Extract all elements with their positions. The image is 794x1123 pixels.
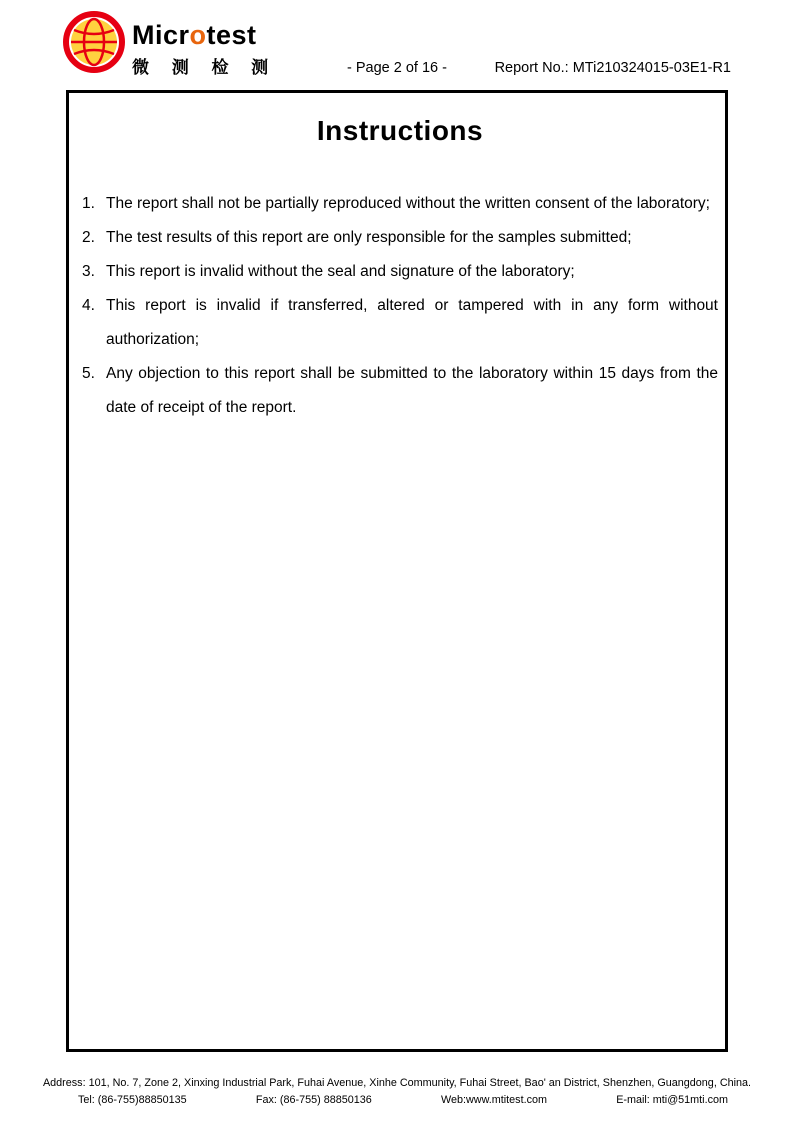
instruction-item-1 (82, 187, 718, 221)
item-text: The test results of this report are only responsible for the samples submitted; (106, 229, 632, 246)
item-text: Any objection to this report shall be submitted to the laboratory within 15 days from the date of receipt of the report. (106, 365, 718, 416)
instruction-item-5 (82, 357, 718, 425)
report-number: Report No.: MTi210324015-03E1-R1 (494, 60, 731, 76)
footer-contacts (0, 1092, 794, 1109)
brand-name-chinese: 微 测 检 测 (132, 58, 278, 77)
footer-address: Address: 101, No. 7, Zone 2, Xinxing Industrial Park, Fuhai Avenue, Xinhe Community, Fuhai Street, Bao' an District, Shenzhen, Guangdong, China. (42, 1077, 752, 1089)
item-number: 2. (82, 229, 95, 246)
brand-prefix: Micr (132, 20, 190, 50)
page-indicator: - Page 2 of 16 - (347, 60, 447, 76)
brand-o-accent: o (189, 20, 207, 50)
item-number: 4. (82, 297, 95, 314)
footer-fax: Fax: (86-755) 88850136 (255, 1094, 372, 1106)
instruction-list (82, 187, 718, 425)
page-footer (0, 1075, 794, 1109)
footer-tel: Tel: (86-755)88850135 (78, 1094, 187, 1106)
brand-suffix: test (206, 20, 257, 50)
instruction-item-4 (82, 289, 718, 357)
footer-email: E-mail: mti@51mti.com (616, 1094, 728, 1106)
item-text: This report is invalid if transferred, altered or tampered with in any form without authorization; (106, 297, 718, 348)
item-text: The report shall not be partially reproduced without the written consent of the laboratory; (106, 195, 710, 212)
item-number: 3. (82, 263, 95, 280)
footer-web: Web:www.mtitest.com (440, 1094, 547, 1106)
item-number: 5. (82, 365, 95, 382)
item-number: 1. (82, 195, 95, 212)
brand-name (132, 22, 277, 49)
instruction-item-3 (82, 255, 718, 289)
instructions-box (66, 90, 728, 1052)
page-header (0, 0, 794, 88)
item-text: This report is invalid without the seal and signature of the laboratory; (106, 263, 575, 280)
instruction-item-2 (82, 221, 718, 255)
page-title: Instructions (316, 115, 484, 146)
